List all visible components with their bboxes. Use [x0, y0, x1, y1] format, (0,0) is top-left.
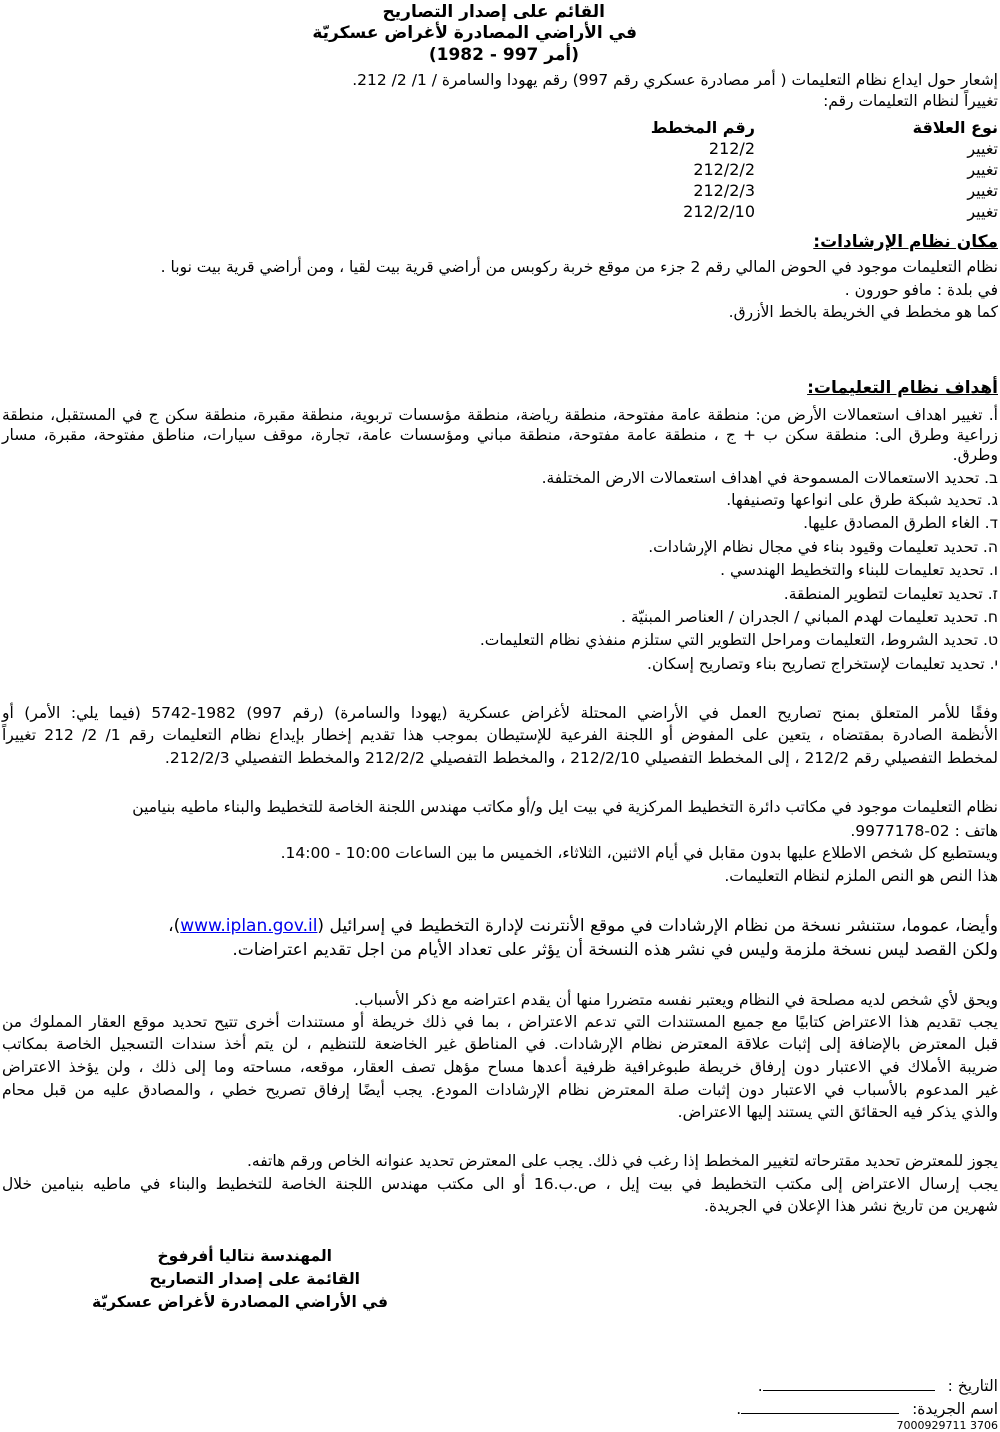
location-line-1: نظام التعليمات موجود في الحوض المالي رقم 2 جزء من موقع خربة ركوبس من أراضي قرية بيت لقيا ، ومن أراضي قرية بيت نوبا . — [160, 258, 998, 276]
goals-item: ט. تحديد الشروط، التعليمات ومراحل التطوير التي ستلزم منفذي نظام التعليمات. — [479, 631, 998, 649]
table-header-plan: رقم المخطط — [650, 118, 755, 137]
table-cell-type: تغيير — [967, 139, 998, 158]
table-row — [0, 180, 1000, 201]
location-heading: مكان نظام الإرشادات: — [813, 232, 998, 252]
signature-name: المهندسة نتاليا أفرفوخ — [157, 1247, 332, 1265]
intro-line-1: إشعار حول ايداع نظام التعليمات ( أمر مصادرة عسكري رقم 997) رقم يهودا والسامرة / 1/ 2/ 212. — [352, 71, 998, 89]
offices-line-3: ويستطيع كل شخص الاطلاع عليها بدون مقابل في أيام الاثنين، الثلاثاء، الخميس ما بين الساعات 10:00 - 14:00. — [280, 844, 998, 862]
goals-item: י. تحديد تعليمات لإستخراج تصاريح بناء وتصاريح إسكان. — [647, 655, 998, 673]
goals-item: ו. تحديد تعليمات للبناء والتخطيط الهندسي . — [720, 561, 998, 579]
date-blank[interactable] — [763, 1376, 935, 1391]
order-line-1: وفقًا للأمر المتعلق بمنح تصاريح العمل في الأراضي المحتلة لأغراض عسكرية (يهودا والسامرة) (رقم 997) 1982-5742 (فيما يلي: الأمر) أو — [2, 704, 998, 722]
objection-line-6: والذي يذكر فيه الحقائق التي يستند إليها الاعتراض. — [677, 1103, 998, 1121]
table-cell-type: تغيير — [967, 202, 998, 221]
signature-title-2: في الأراضي المصادرة لأغراض عسكريّة — [92, 1293, 388, 1311]
date-field — [758, 1376, 998, 1395]
objection-line-3: قبل المعترض بالإضافة إلى إثبات علاقة المعترض نظام الإرشادات. في المناطق غير الخاضعة للتنظيم ، لن يتم أخذ سندات التسجيل الخاصة بمكاتب — [2, 1035, 998, 1053]
goals-item: ד. الغاء الطرق المصادق عليها. — [803, 514, 998, 532]
header-line-2: في الأراضي المصادرة لأغراض عسكريّة — [312, 23, 637, 43]
objection-line-2: يجب تقديم هذا الاعتراض كتابيًا مع جميع المستندات التي تدعم الاعتراض ، بما في ذلك خريطة أو مستندات أخرى تتيح تحديد موقع العقار المملوك من — [2, 1013, 998, 1031]
newspaper-label: اسم الجريدة: — [912, 1400, 998, 1418]
header-line-3: (أمر 997 - 1982) — [428, 45, 579, 65]
location-line-2: في بلدة : مافو حورون . — [844, 281, 998, 299]
header-line-1: القائم على إصدار التصاريح — [382, 2, 605, 22]
goals-heading: أهداف نظام التعليمات: — [807, 378, 998, 398]
table-row — [0, 138, 1000, 159]
submission-line-2: يجب إرسال الاعتراض إلى مكتب التخطيط في بيت إيل ، ص.ب.16 أو الى مكتب مهندس اللجنة الخاصة للتخطيط والبناء في ماطيه بنيامين خلال — [2, 1175, 998, 1193]
goals-item: ז. تحديد تعليمات لتطوير المنطقة. — [783, 585, 998, 603]
web-line-2: ولكن القصد ليس نسخة ملزمة وليس في نشر هذه النسخة أن يؤثر على تعداد الأيام من اجل تقديم اعتراضات. — [232, 940, 998, 960]
table-header-type: نوع العلاقة — [912, 118, 998, 137]
goals-item: ה. تحديد تعليمات وقيود بناء في مجال نظام الإرشادات. — [648, 538, 998, 556]
goals-item-a-line-3: وطرق. — [952, 446, 998, 464]
intro-line-2: تغييراً لنظام التعليمات رقم: — [823, 92, 998, 110]
goals-item-a-line-1: أ. تغيير اهداف استعمالات الأرض من: منطقة عامة مفتوحة، منطقة رياضة، منطقة مؤسسات تربوية، منطقة مقبرة، منطقة سكن ج في المستقبل، منطقة — [2, 406, 998, 424]
objection-line-4: ضريبة الأملاك في الاعتبار دون إرفاق خريطة طبوغرافية ظرفية أعدها مساح مؤهل تصف العقار، موقعه، مساحته وما إلى ذلك ، ولن يؤخذ الاعتراض — [2, 1058, 998, 1076]
table-cell-plan: 212/2/2 — [693, 160, 755, 179]
goals-item: ג. تحديد شبكة طرق على انواعها وتصنيفها. — [726, 491, 998, 509]
iplan-link[interactable]: www.iplan.gov.il — [180, 916, 318, 936]
newspaper-blank[interactable] — [741, 1399, 899, 1414]
web-line-1 — [2, 916, 998, 936]
table-cell-plan: 212/2/3 — [693, 181, 755, 200]
web-line-1-end: )، — [168, 916, 181, 936]
table-cell-plan: 212/2/10 — [683, 202, 755, 221]
goals-item-a-line-2: زراعية وطرق الى: منطقة سكن ب + ج ، منطقة عامة مفتوحة، منطقة مباني ومؤسسات عامة، تجارة، موقف سيارات، مناطق مفتوحة، مقبرة، مسار — [2, 426, 998, 444]
offices-line-4: هذا النص هو النص الملزم لنظام التعليمات. — [724, 867, 998, 885]
plans-table — [0, 117, 1000, 222]
objection-line-1: ويحق لأي شخص لديه مصلحة في النظام ويعتبر نفسه متضررا منها أن يقدم اعتراضه مع ذكر الأسباب. — [354, 991, 998, 1009]
date-label: التاريخ : — [947, 1377, 998, 1395]
table-cell-type: تغيير — [967, 181, 998, 200]
doc-number: 7000929711 3706 — [896, 1419, 998, 1432]
location-line-3: كما هو مخطط في الخريطة بالخط الأزرق. — [728, 303, 998, 321]
table-row — [0, 201, 1000, 222]
objection-line-5: غير المدعوم بالأسباب في الاعتبار دون إثبات صلة المعترض نظام الإرشادات المودع. يجب أيضًا إرفاق تصريح خطي ، والمصادق عليه من قبل محام — [2, 1081, 998, 1099]
order-line-2: الأنظمة الصادرة بمقتضاه ، يتعين على المفوض أو اللجنة الفرعية للإستيطان بموجب هذا تقديم إخطار بإيداع نظام التعليمات رقم 1/ 2/ 212 تغييراً — [2, 726, 998, 744]
goals-item: ב. تحديد الاستعمالات المسموحة في اهداف استعمالات الارض المختلفة. — [541, 469, 998, 487]
table-cell-plan: 212/2 — [708, 139, 755, 158]
order-line-3: لمخطط التفصيلي رقم 212/2 ، إلى المخطط التفصيلي 212/2/10 ، والمخطط التفصيلي 212/2/2 والمخطط التفصيلي 212/2/3. — [164, 749, 998, 767]
table-cell-type: تغيير — [967, 160, 998, 179]
goals-item: ח. تحديد تعليمات لهدم المباني / الجدران / العناصر المبنيّة . — [621, 608, 998, 626]
offices-line-1: نظام التعليمات موجود في مكاتب دائرة التخطيط المركزية في بيت ايل و/أو مكاتب مهندس اللجنة الخاصة للتخطيط والبناء ماطيه بنيامين — [132, 798, 998, 816]
web-line-1-text: وأيضا، عموما، ستنشر نسخة من نظام الإرشادات في موقع الأنترنت لإدارة التخطيط في إسرائيل ( — [317, 916, 998, 936]
submission-line-3: شهرين من تاريخ نشر هذا الإعلان في الجريدة. — [704, 1197, 998, 1215]
date-blank-dot: . — [757, 1377, 763, 1395]
newspaper-field — [736, 1399, 998, 1418]
offices-line-2: هاتف : 02-9977178. — [850, 822, 998, 840]
submission-line-1: يجوز للمعترض تحديد مقترحاته لتغيير المخطط إذا رغب في ذلك. يجب على المعترض تحديد عنوانه الخاص ورقم هاتفه. — [246, 1152, 998, 1170]
newspaper-blank-dot: . — [736, 1400, 742, 1418]
table-header-row — [0, 117, 1000, 138]
table-row — [0, 159, 1000, 180]
signature-title-1: القائمة على إصدار التصاريح — [149, 1270, 360, 1288]
